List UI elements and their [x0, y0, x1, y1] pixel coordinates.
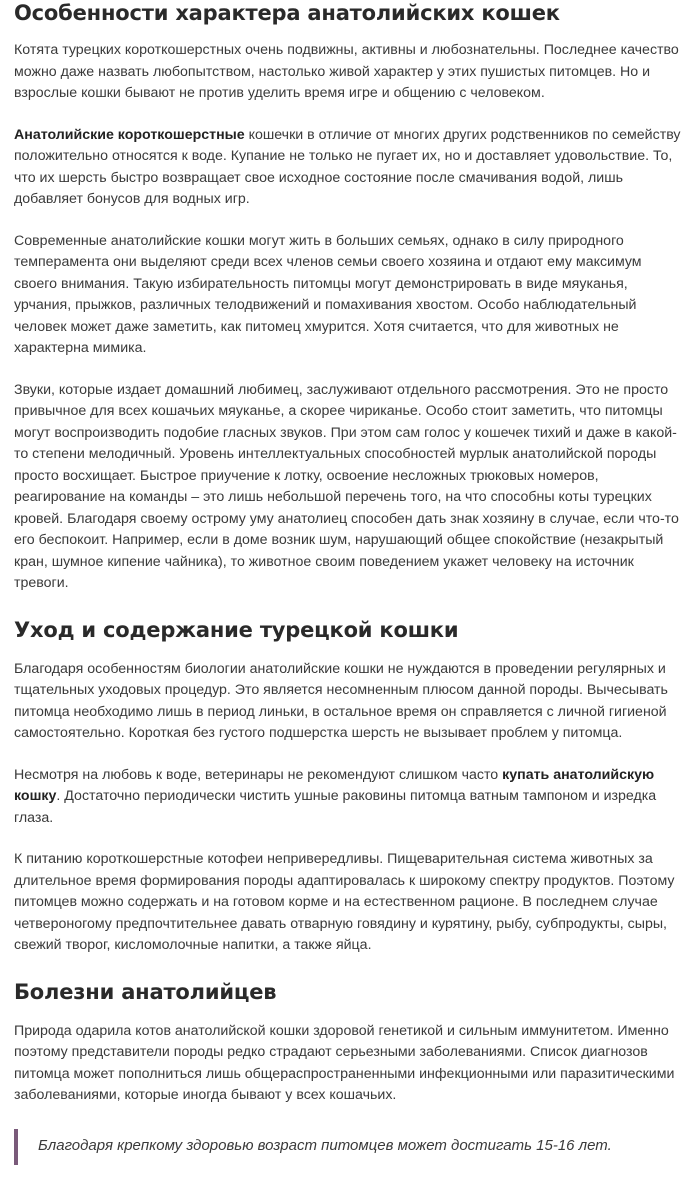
paragraph: Благодаря особенностям биологии анатолийские кошки не нуждаются в проведении регулярных и тщательных уходовых процедур. Это является несомненным плюсом данной породы. Вычесывать питомца необходимо лишь в период линьки, в остальное время он справляется с личной гигиеной самостоятельно. Короткая без густого подшерстка шерсть не вызывает проблем у питомца. [14, 660, 668, 741]
paragraph-text: кошечки в отличие от многих других родственников по семейству положительно относятся к воде. Купание не только не пугает их, но и доставляет удовольствие. То, что их шерсть быстро возвращает свое исходное состояние после смачивания водой, лишь добавляет бонусов для водных игр. [14, 126, 681, 207]
section-title-diseases: Болезни анатолийцев [14, 979, 277, 1004]
paragraph-text: Несмотря на любовь к воде, ветеринары не рекомендуют слишком часто [14, 766, 503, 783]
paragraph-text: . Достаточно периодически чистить ушные раковины питомца ватным тампоном и изредка глаза. [14, 788, 657, 826]
section-title-care: Уход и содержание турецкой кошки [14, 617, 459, 642]
paragraph: Звуки, которые издает домашний любимец, заслуживают отдельного рассмотрения. Это не просто привычное для всех кошачьих мяуканье, а скорее чириканье. Особо стоит заметить, что питомцы могут воспроизводить подобие гласных звуков. При этом сам голос у кошечек тихий и даже в какой-то степени мелодичный. Уровень интеллектуальных способностей мурлык анатолийской породы просто восхищает. Быстрое приучение к лотку, освоение несложных трюковых номеров, реагирование на команды – это лишь небольшой перечень того, на что способны коты турецких кровей. Благодаря своему острому уму анатолиец способен дать знак хозяину в случае, если что-то его беспокоит. Например, если в доме возник шум, нарушающий общее спокойствие (незакрытый кран, шумное кипение чайника), то животное своим поведением укажет человеку на источник тревоги. [14, 381, 679, 591]
paragraph: К питанию короткошерстные котофеи непривередливы. Пищеварительная система животных за длительное время формирования породы адаптировалась к широкому спектру продуктов. Поэтому питомцев можно содержать и на готовом корме и на естественном рационе. В последнем случае четвероногому предпочтительнее давать отварную говядину и курятину, рыбу, субпродукты, сыры, свежий творог, кисломолочные напитки, а также яйца. [14, 851, 675, 953]
bathing-link[interactable]: купать анатолийскую кошку [14, 766, 655, 804]
paragraph: Котята турецких короткошерстных очень подвижны, активны и любознательны. Последнее качество можно даже назвать любопытством, настолько живой характер у этих пушистых питомцев. Но и взрослые кошки бывают не против уделить время игре и общению с человеком. [14, 42, 679, 101]
blockquote: Благодаря крепкому здоровью возраст питомцев может достигать 15-16 лет. [14, 1129, 681, 1165]
section-title-character: Особенности характера анатолийских кошек [14, 1, 560, 25]
paragraph [14, 765, 681, 830]
paragraph: Природа одарила котов анатолийской кошки здоровой генетикой и сильным иммунитетом. Именно поэтому представители породы редко страдают серьезными заболеваниями. Список диагнозов питомца может пополниться лишь общераспространенными инфекционными или паразитическими заболеваниями, которые иногда бывают у всех кошачьих. [14, 1022, 675, 1103]
paragraph: Современные анатолийские кошки могут жить в больших семьях, однако в силу природного темперамента они выделяют среди всех членов семьи своего хозяина и отдают ему максимум своего внимания. Такую избирательность питомцы могут демонстрировать в виде мяуканья, урчания, прыжков, различных телодвижений и помахивания хвостом. Особо наблюдательный человек может даже заметить, как питомец хмурится. Хотя считается, что для животных не характерна мимика. [14, 232, 642, 356]
bold-text: Анатолийские короткошерстные [14, 126, 245, 143]
paragraph [14, 125, 681, 211]
